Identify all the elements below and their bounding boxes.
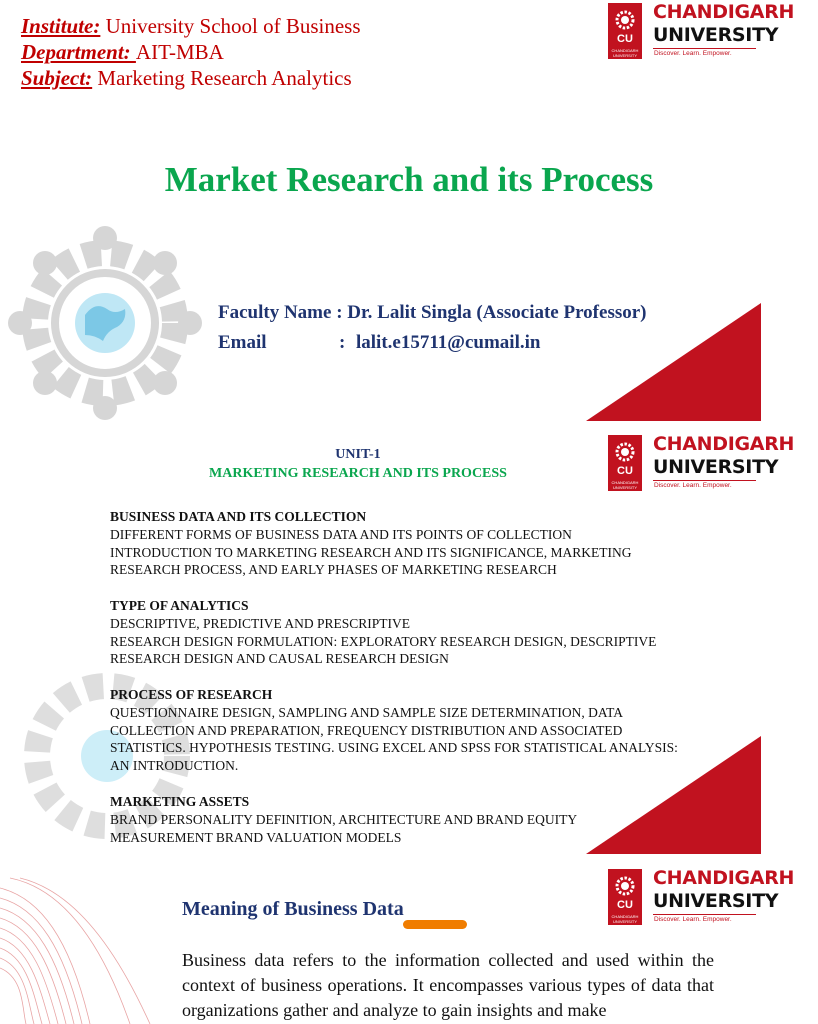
university-logo [608,1,795,63]
section-process [110,686,678,775]
logo-badge-sub: CHANDIGARH UNIVERSITY [611,48,639,58]
section-assets [110,793,577,846]
logo-line2: UNIVERSITY [653,890,779,912]
slide-3 [0,858,795,1024]
slide-2 [0,428,795,858]
logo-tagline: Discover. Learn. Empower. [654,916,732,923]
red-triangle-decoration [586,303,761,421]
section-line: COLLECTION AND PREPARATION, FREQUENCY DISTRIBUTION AND ASSOCIATED [110,722,623,738]
body-paragraph: Business data refers to the information collected and used within the context of business operations. It encompasses various types of data that organizations gather and analyze to gain insights and make [182,950,714,1020]
email-separator: : [339,332,346,353]
logo-rule [653,48,756,49]
section-line: RESEARCH DESIGN AND CAUSAL RESEARCH DESIGN [110,651,449,667]
subject-label: Subject: [21,66,93,90]
section-heading: Meaning of Business Data [182,898,404,920]
section-heading: BUSINESS DATA AND ITS COLLECTION [110,509,367,524]
logo-line2: UNIVERSITY [653,456,779,478]
logo-gear-icon [613,874,637,898]
section-line: STATISTICS. HYPOTHESIS TESTING. USING EXCEL AND SPSS FOR STATISTICAL ANALYSIS: [110,740,678,756]
department-label: Department: [21,40,136,64]
unit-title: MARKETING RESEARCH AND ITS PROCESS [209,466,507,481]
department-value: AIT-MBA [135,40,224,64]
heading-underline [403,920,467,929]
logo-line1: CHANDIGARH [653,1,795,23]
section-heading: TYPE OF ANALYTICS [110,598,249,613]
logo-cu: CU [617,465,633,477]
logo-tagline: Discover. Learn. Empower. [654,50,732,57]
section-line: AN INTRODUCTION. [110,758,239,774]
logo-line2: UNIVERSITY [653,24,779,46]
section-line: BRAND PERSONALITY DEFINITION, ARCHITECTURE AND BRAND EQUITY [110,811,578,827]
institute-line [21,14,361,39]
logo-badge-sub: CHANDIGARH UNIVERSITY [611,480,639,490]
logo-cu: CU [617,33,633,45]
section-line: DESCRIPTIVE, PREDICTIVE AND PRESCRIPTIVE [110,615,411,631]
subject-value: Marketing Research Analytics [97,66,352,90]
section-analytics [110,597,656,668]
email-value[interactable]: lalit.e15711@cumail.in [356,332,541,353]
logo-gear-icon [613,8,637,32]
institute-label: Institute: [21,14,101,38]
institute-value: University School of Business [105,14,361,38]
section-line: RESEARCH PROCESS, AND EARLY PHASES OF MARKETING RESEARCH [110,562,557,578]
logo-line1: CHANDIGARH [653,867,795,889]
logo-tagline: Discover. Learn. Empower. [654,482,732,489]
section-business-data [110,508,632,579]
section-line: DIFFERENT FORMS OF BUSINESS DATA AND ITS POINTS OF COLLECTION [110,526,572,542]
section-line: MEASUREMENT BRAND VALUATION MODELS [110,829,402,845]
wave-lines-decoration [0,878,160,1024]
slide-1 [0,0,795,428]
university-logo [608,433,795,495]
section-line: INTRODUCTION TO MARKETING RESEARCH AND ITS SIGNIFICANCE, MARKETING [110,544,632,560]
unit-number: UNIT-1 [335,447,381,462]
department-line [21,40,224,65]
logo-cu: CU [617,899,633,911]
logo-rule [653,914,756,915]
university-logo [608,867,795,929]
section-heading: PROCESS OF RESEARCH [110,687,273,702]
section-line: RESEARCH DESIGN FORMULATION: EXPLORATORY RESEARCH DESIGN, DESCRIPTIVE [110,633,657,649]
section-heading: MARKETING ASSETS [110,794,250,809]
email-label: Email [218,332,267,353]
logo-line1: CHANDIGARH [653,433,795,455]
gear-globe-icon [10,220,206,426]
faculty-line: Faculty Name : Dr. Lalit Singla (Associate Professor) [218,302,647,323]
section-line: QUESTIONNAIRE DESIGN, SAMPLING AND SAMPLE SIZE DETERMINATION, DATA [110,704,624,720]
presentation-title: Market Research and its Process [164,160,654,199]
logo-badge-sub: CHANDIGARH UNIVERSITY [611,914,639,924]
subject-line [21,66,352,91]
